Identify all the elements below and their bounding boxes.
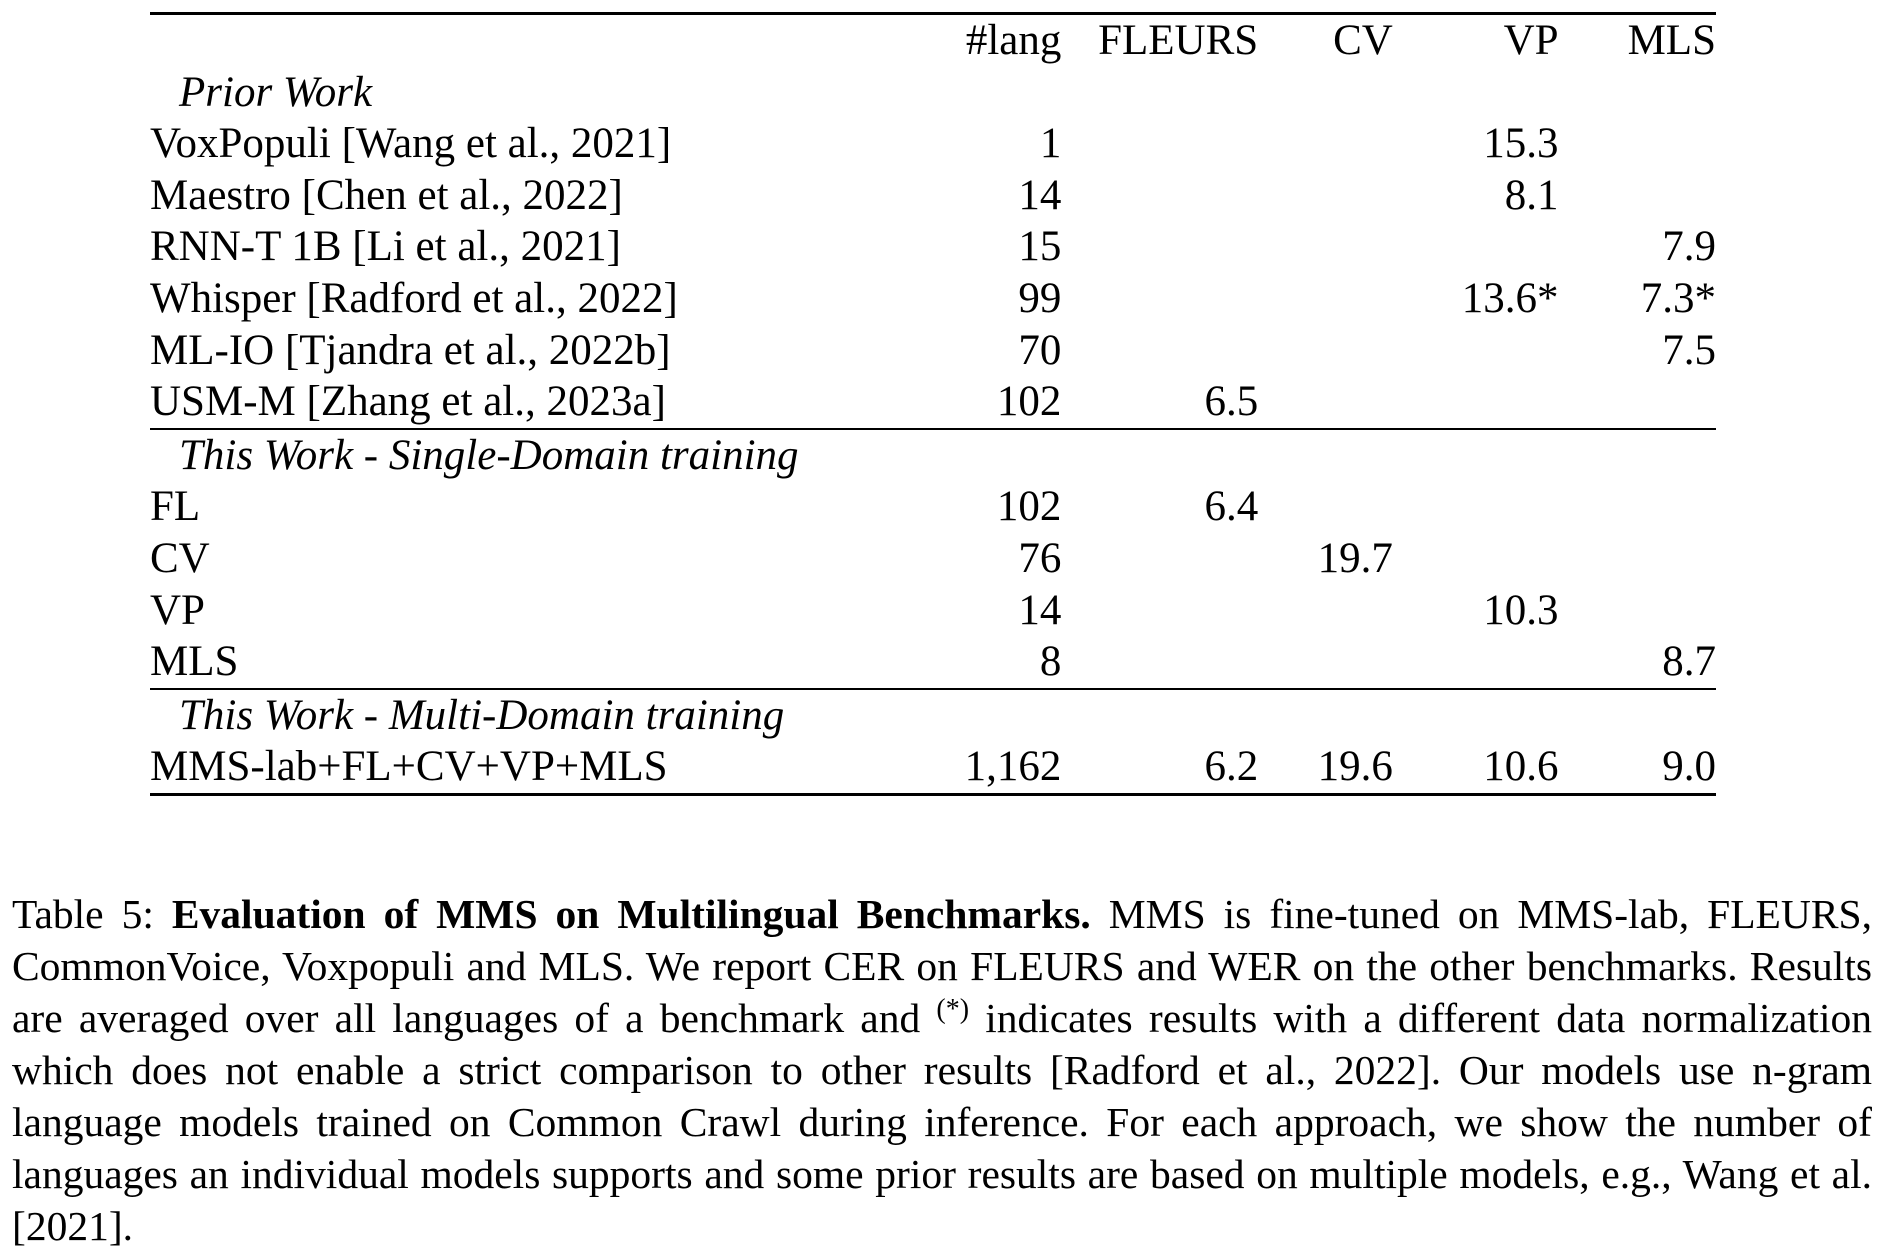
fleurs-score: 6.4 (1204, 483, 1259, 531)
cv-score (1258, 273, 1393, 325)
table-row (150, 221, 1716, 273)
vp-score: 10.6 (1483, 743, 1559, 791)
fleurs-score (1061, 636, 1258, 689)
model-name: MMS-lab+FL+CV+VP+MLS (150, 743, 668, 791)
section-title-row (150, 429, 1716, 482)
cv-score (1258, 221, 1393, 273)
table-row (150, 585, 1716, 637)
model-name: RNN-T 1B [Li et al., 2021] (150, 223, 621, 271)
vp-score: 10.3 (1483, 586, 1559, 634)
mls-score: 7.9 (1662, 223, 1716, 271)
mls-score: 7.3* (1640, 274, 1716, 322)
mls-score (1559, 585, 1716, 637)
fleurs-score (1061, 273, 1258, 325)
lang-count: 8 (1039, 638, 1062, 686)
cv-score (1258, 325, 1393, 377)
mls-score (1559, 170, 1716, 222)
vp-score: 13.6* (1461, 274, 1559, 322)
column-header-vp: VP (1503, 17, 1559, 64)
mls-score (1559, 533, 1716, 585)
results-table-container (150, 12, 1716, 796)
vp-score: 15.3 (1483, 120, 1559, 168)
mls-score (1559, 481, 1716, 533)
column-header-mls: MLS (1627, 17, 1716, 64)
vp-score (1393, 636, 1559, 689)
caption-marker: (*) (936, 994, 970, 1025)
table-row (150, 636, 1716, 689)
table-header-row (150, 14, 1716, 67)
lang-count: 76 (1018, 534, 1062, 582)
mls-score: 7.5 (1662, 326, 1716, 374)
model-name: VP (150, 586, 205, 634)
column-header-fleurs: FLEURS (1098, 17, 1259, 64)
caption-text-2: indicates results with a different data normalization which does not enable a strict comparison to other results [Radford et al., 2022]. Our models use n-gram language models trained on Common Crawl during inference. For each approach, we show the number of languages an individual models supports and some prior results are based on multiple models, e.g., Wang et al. [2021]. (12, 995, 1872, 1249)
cv-score (1258, 170, 1393, 222)
lang-count: 15 (1018, 223, 1062, 271)
mls-score: 9.0 (1662, 743, 1716, 791)
model-name: FL (150, 483, 201, 531)
model-name: ML-IO [Tjandra et al., 2022b] (150, 326, 671, 374)
mls-score (1559, 118, 1716, 170)
table-row (150, 273, 1716, 325)
fleurs-score (1061, 585, 1258, 637)
table-row (150, 376, 1716, 429)
fleurs-score (1061, 170, 1258, 222)
column-header-cv: CV (1333, 17, 1393, 64)
fleurs-score (1061, 118, 1258, 170)
model-name: MLS (150, 638, 239, 686)
cv-score (1258, 376, 1393, 429)
lang-count: 70 (1018, 326, 1062, 374)
vp-score (1393, 325, 1559, 377)
vp-score (1393, 376, 1559, 429)
cv-score: 19.7 (1317, 534, 1393, 582)
lang-count: 1 (1039, 120, 1062, 168)
table-body (150, 67, 1716, 795)
model-name: USM-M [Zhang et al., 2023a] (150, 378, 666, 426)
model-name: CV (150, 534, 210, 582)
cv-score (1258, 585, 1393, 637)
vp-score (1393, 221, 1559, 273)
vp-score (1393, 481, 1559, 533)
lang-count: 14 (1018, 586, 1062, 634)
model-name: Maestro [Chen et al., 2022] (150, 171, 623, 219)
cv-score (1258, 118, 1393, 170)
caption-text-1: MMS is fine-tuned on MMS-lab, FLEURS, CommonVoice, Voxpopuli and MLS. We report CER on FLEURS and WER on the other benchmarks. Results are averaged over all languages of a benchmark and (12, 891, 1873, 1041)
table-caption (12, 888, 1872, 1252)
vp-score: 8.1 (1504, 171, 1559, 219)
mls-score: 8.7 (1662, 638, 1716, 686)
section-title-row (150, 67, 1716, 119)
caption-label: Table 5: (12, 891, 154, 937)
table-row (150, 118, 1716, 170)
lang-count: 1,162 (964, 743, 1062, 791)
table-row (150, 325, 1716, 377)
fleurs-score: 6.5 (1204, 378, 1259, 426)
cv-score (1258, 636, 1393, 689)
fleurs-score (1061, 325, 1258, 377)
section-title: This Work - Single-Domain training (179, 431, 799, 479)
lang-count: 99 (1018, 274, 1062, 322)
column-header-model (150, 14, 823, 67)
fleurs-score: 6.2 (1204, 743, 1259, 791)
lang-count: 102 (996, 483, 1062, 531)
cv-score: 19.6 (1317, 743, 1393, 791)
column-header-lang: #lang (965, 17, 1062, 64)
table-row (150, 170, 1716, 222)
model-name: VoxPopuli [Wang et al., 2021] (150, 120, 672, 168)
fleurs-score (1061, 221, 1258, 273)
table-row (150, 533, 1716, 585)
cv-score (1258, 481, 1393, 533)
caption-title: Evaluation of MMS on Multilingual Benchmarks. (171, 891, 1091, 937)
model-name: Whisper [Radford et al., 2022] (150, 274, 678, 322)
table-row (150, 481, 1716, 533)
table-row (150, 741, 1716, 794)
fleurs-score (1061, 533, 1258, 585)
results-table (150, 12, 1716, 796)
section-title: Prior Work (179, 68, 373, 116)
vp-score (1393, 533, 1559, 585)
section-title: This Work - Multi-Domain training (179, 691, 785, 739)
mls-score (1559, 376, 1716, 429)
section-title-row (150, 689, 1716, 742)
lang-count: 14 (1018, 171, 1062, 219)
lang-count: 102 (996, 378, 1062, 426)
